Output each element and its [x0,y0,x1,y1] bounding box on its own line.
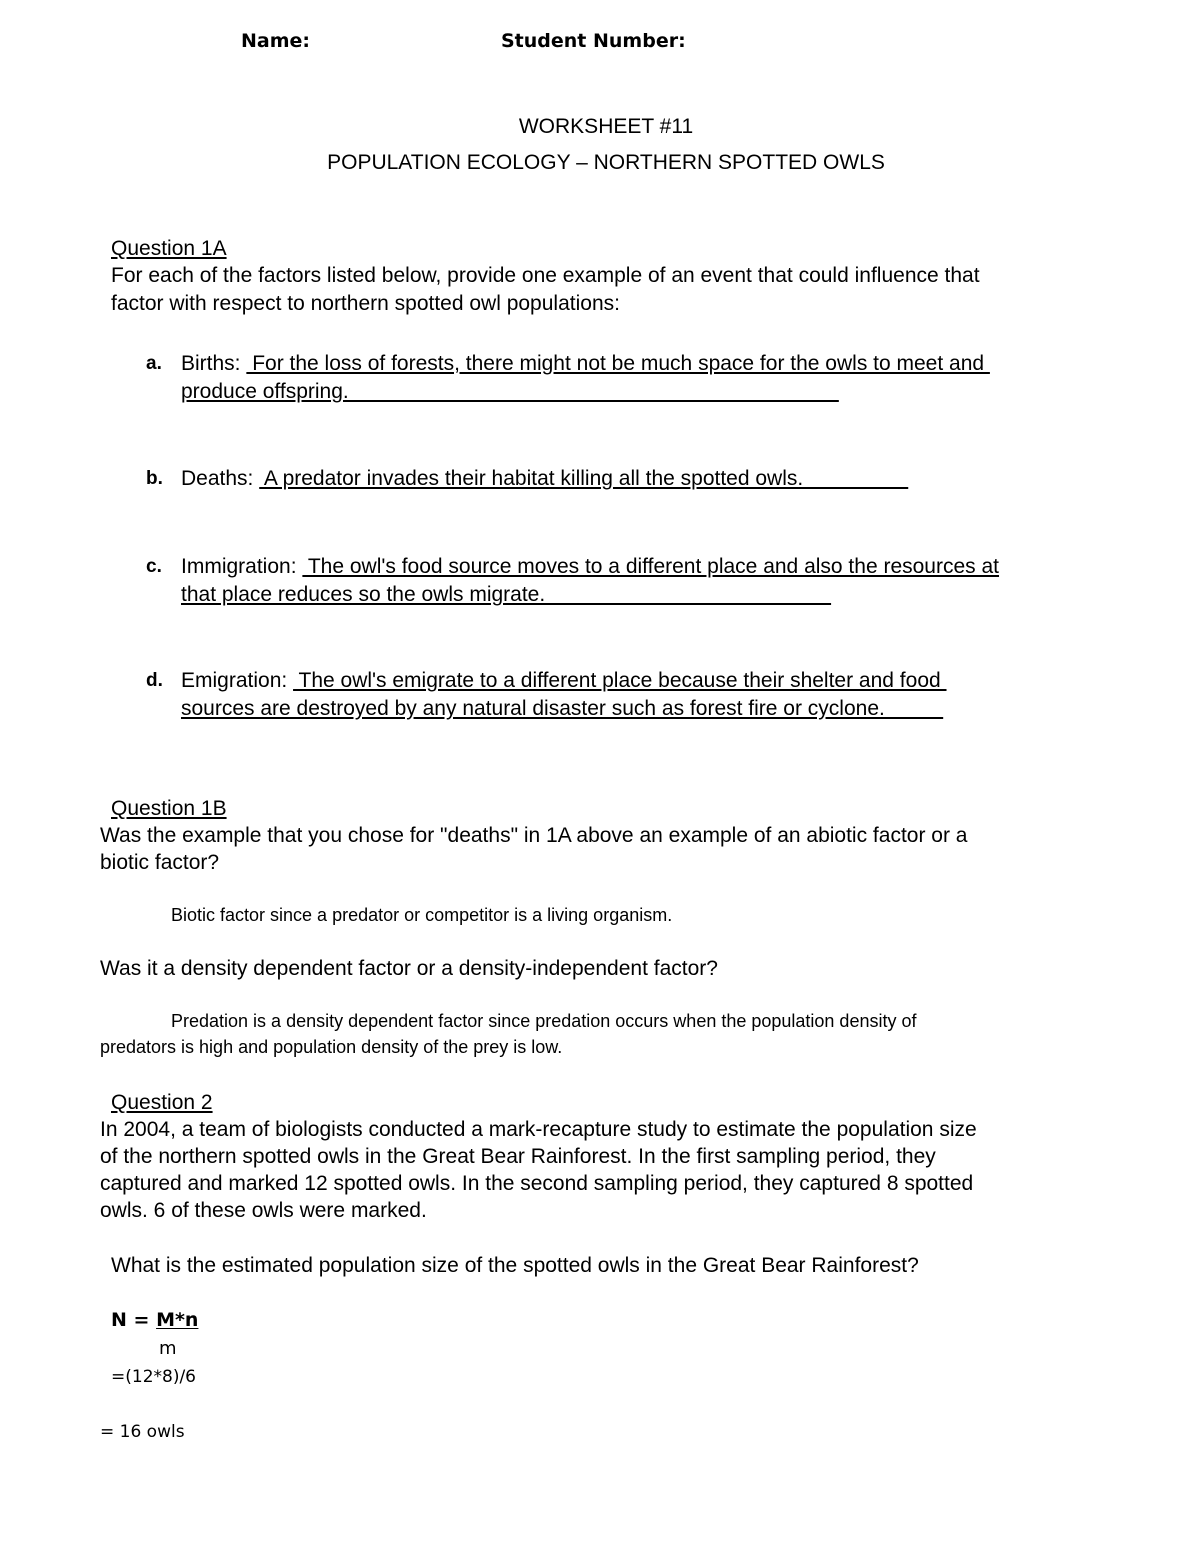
question-1b-prompt-line1: Was the example that you chose for "deaths" in 1A above an example of an abiotic factor or a [100,824,968,847]
item-a-letter: a. [146,353,162,374]
formula-calculation: =(12*8)/6 [111,1367,196,1387]
births-answer: For the loss of forests, there might not be much space for the owls to meet and [246,352,990,375]
question-1b-prompt2: Was it a density dependent factor or a density-independent factor? [100,957,718,980]
item-d-answer-line2: sources are destroyed by any natural disaster such as forest fire or cyclone. [181,697,944,720]
question-2-para-line4: owls. 6 of these owls were marked. [100,1199,427,1222]
question-1b-prompt-line2: biotic factor? [100,851,220,874]
item-d-letter: d. [146,670,163,691]
name-label: Name: [241,30,311,52]
item-c-answer-line2: that place reduces so the owls migrate. [181,583,832,606]
question-2-heading: Question 2 [111,1091,213,1114]
births-label: Births: [181,352,247,375]
worksheet-title: WORKSHEET #11 [518,115,694,138]
question-2-para-line2: of the northern spotted owls in the Great Bear Rainforest. In the first sampling period, they [100,1145,936,1168]
question-2-question: What is the estimated population size of the spotted owls in the Great Bear Rainforest? [111,1254,919,1277]
item-a-answer-line2: produce offspring. [181,380,839,403]
question-1a-heading: Question 1A [111,237,227,260]
question-1b-answer2-line1: Predation is a density dependent factor since predation occurs when the population density of [171,1011,917,1031]
question-2-para-line1: In 2004, a team of biologists conducted a mark-recapture study to estimate the population size [100,1118,977,1141]
question-1a-prompt-line1: For each of the factors listed below, provide one example of an event that could influence that [111,264,980,287]
formula-denominator: m [159,1338,177,1359]
question-2-para-line3: captured and marked 12 spotted owls. In the second sampling period, they captured 8 spotted [100,1172,974,1195]
immigration-answer: The owl's food source moves to a different place and also the resources at [302,555,1000,578]
formula-numerator-line [111,1309,198,1331]
question-1b-heading: Question 1B [111,797,227,820]
formula-lhs: N = [111,1309,157,1331]
question-1a-prompt-line2: factor with respect to northern spotted owl populations: [111,292,620,315]
formula-result: = 16 owls [100,1422,185,1442]
item-d-answer-line1 [181,667,947,694]
emigration-answer: The owl's emigrate to a different place because their shelter and food [293,669,947,692]
item-b-answer-line1 [181,465,908,492]
deaths-label: Deaths: [181,467,260,490]
emigration-label: Emigration: [181,669,294,692]
item-b-letter: b. [146,468,163,489]
item-c-answer-line1 [181,553,999,580]
question-1b-answer1: Biotic factor since a predator or competitor is a living organism. [171,905,673,925]
immigration-label: Immigration: [181,555,303,578]
formula-numerator: M*n [156,1309,199,1331]
question-1b-answer2-line2: predators is high and population density of the prey is low. [100,1037,563,1057]
deaths-answer: A predator invades their habitat killing all the spotted owls. [259,467,909,490]
worksheet-subtitle: POPULATION ECOLOGY – NORTHERN SPOTTED OWLS [327,151,885,174]
item-a-answer-line1 [181,350,990,377]
student-number-label: Student Number: [501,30,686,52]
item-c-letter: c. [146,556,162,577]
